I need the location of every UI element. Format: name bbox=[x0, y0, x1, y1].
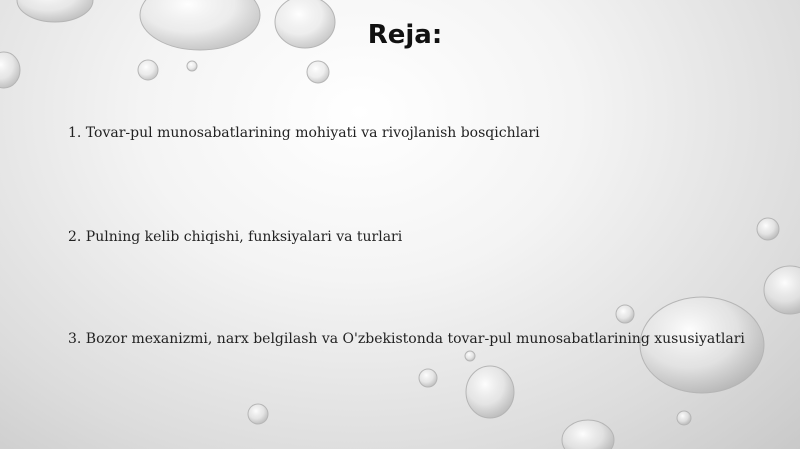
water-drop bbox=[248, 404, 268, 424]
water-drop bbox=[677, 411, 691, 425]
water-drop bbox=[419, 369, 437, 387]
water-drop bbox=[17, 0, 93, 22]
water-drop bbox=[0, 52, 20, 88]
water-drop bbox=[187, 61, 197, 71]
list-item: 3. Bozor mexanizmi, narx belgilash va O'zbekistonda tovar-pul munosabatlarining xususiyatlari bbox=[68, 331, 745, 347]
list-item: 2. Pulning kelib chiqishi, funksiyalari va turlari bbox=[68, 229, 403, 245]
water-drop bbox=[466, 366, 514, 418]
water-drop bbox=[307, 61, 329, 83]
water-drop bbox=[616, 305, 634, 323]
water-drop bbox=[465, 351, 475, 361]
water-drop bbox=[764, 266, 800, 314]
water-drop bbox=[138, 60, 158, 80]
water-drop bbox=[757, 218, 779, 240]
water-drop bbox=[562, 420, 614, 449]
slide-title: Reja: bbox=[367, 20, 443, 50]
list-item: 1. Tovar-pul munosabatlarining mohiyati va rivojlanish bosqichlari bbox=[68, 125, 540, 141]
